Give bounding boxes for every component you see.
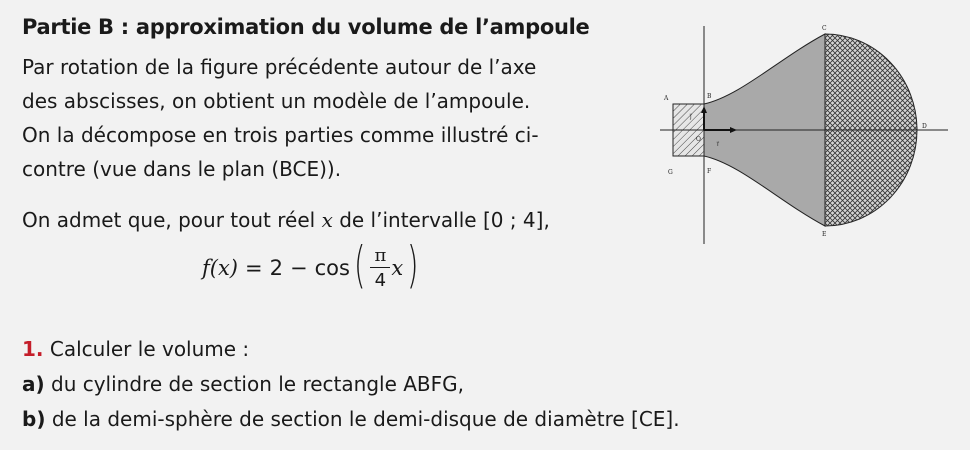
question-1-text: Calculer le volume : <box>49 337 250 361</box>
formula-lhs: f(x) <box>202 256 239 280</box>
formula-equals: = <box>245 256 263 280</box>
question-b <box>22 407 680 431</box>
point-a-label: A <box>664 95 669 102</box>
point-f-label: F <box>707 168 712 175</box>
section-heading: Partie B : approximation du volume de l’ampoule <box>22 15 590 39</box>
fraction-numerator: π <box>370 245 390 268</box>
point-e-label: E <box>822 231 827 238</box>
intro-paragraph <box>22 50 622 186</box>
function-formula <box>202 235 423 301</box>
question-a-text: du cylindre de section le rectangle ABFG, <box>51 372 464 396</box>
bulb-figure <box>660 18 950 248</box>
formula-function: cos <box>314 256 350 280</box>
intro-line-2: des abscisses, on obtient un modèle de l’ampoule. <box>22 89 531 113</box>
question-a-label: a) <box>22 372 45 396</box>
point-c-label: C <box>822 25 827 32</box>
formula-var: x <box>391 256 404 280</box>
admit-line <box>22 203 622 237</box>
question-b-label: b) <box>22 407 46 431</box>
admit-before: On admet que, pour tout réel <box>22 208 322 232</box>
origin-label: O <box>696 136 701 143</box>
question-b-text: de la demi-sphère de section le demi-disque de diamètre [CE]. <box>51 407 680 431</box>
admit-after: de l’intervalle [0 ; 4], <box>332 208 550 232</box>
question-a <box>22 372 464 396</box>
left-paren: ( <box>353 236 366 294</box>
intro-line-4: contre (vue dans le plan (BCE)). <box>22 157 342 181</box>
right-paren: ) <box>407 236 419 294</box>
fraction-denominator: 4 <box>374 270 387 291</box>
vector-i-label: i⃗ <box>717 141 719 148</box>
point-g-label: G <box>668 169 673 176</box>
admit-var: x <box>321 208 333 232</box>
admit-statement <box>22 203 622 237</box>
formula-fraction <box>370 245 390 291</box>
question-1 <box>22 337 249 361</box>
point-d-label: D <box>922 123 927 130</box>
question-1-number: 1. <box>22 337 44 361</box>
intro-line-3: On la décompose en trois parties comme illustré ci- <box>22 123 539 147</box>
vector-j-label: j⃗ <box>690 113 692 120</box>
point-b-label: B <box>707 93 712 100</box>
intro-line-1: Par rotation de la figure précédente autour de l’axe <box>22 55 537 79</box>
formula-minus: − <box>290 256 308 280</box>
formula-constant: 2 <box>269 256 283 280</box>
